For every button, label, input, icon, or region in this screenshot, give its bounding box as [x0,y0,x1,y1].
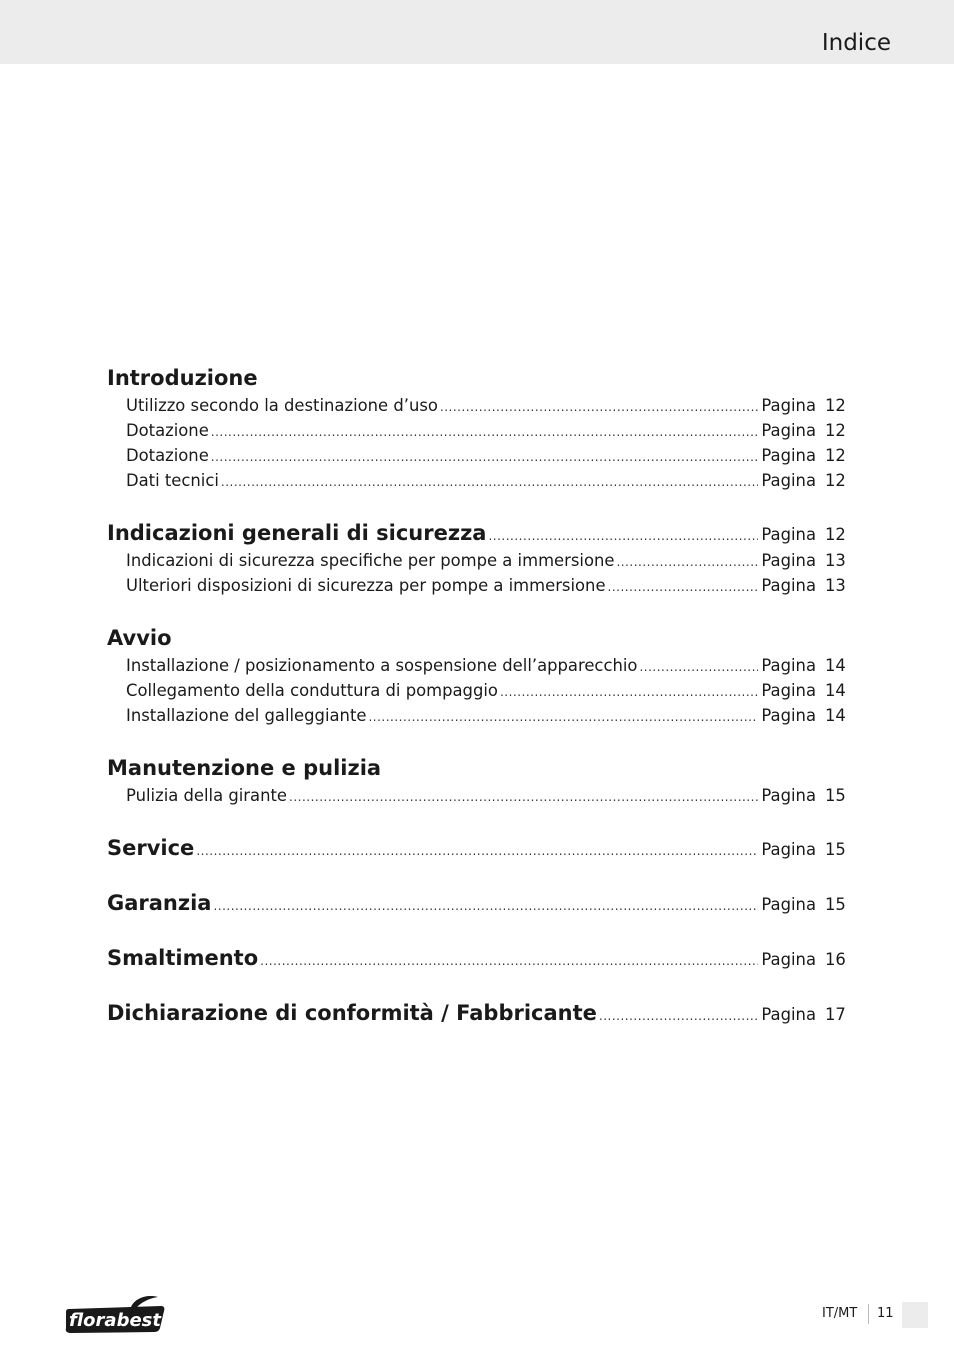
page-number: 13 [825,576,846,595]
toc-entry-label: Installazione del galleggiante [126,706,367,725]
table-of-contents [107,363,844,1053]
toc-entry-label: Pulizia della girante [126,786,287,805]
page-number: 14 [825,706,846,725]
page-number: 12 [825,471,846,490]
page-word: Pagina [761,446,816,465]
page-word: Pagina [761,525,816,544]
page-number: 14 [825,681,846,700]
toc-heading[interactable] [107,888,844,918]
toc-section [107,518,844,598]
page-number: 12 [825,446,846,465]
page-reference [761,890,844,920]
page-word: Pagina [761,396,816,415]
toc-heading-label: Garanzia [107,891,212,915]
toc-entry-label: Dotazione [126,446,209,465]
page-reference [761,835,844,865]
page-word: Pagina [761,551,816,570]
toc-entry-label: Utilizzo secondo la destinazione d’uso [126,396,438,415]
page-reference [761,520,844,550]
page-word: Pagina [761,895,816,914]
page-reference [761,393,844,418]
page-word: Pagina [761,656,816,675]
page-number: 15 [825,786,846,805]
toc-heading-label: Indicazioni generali di sicurezza [107,521,487,545]
dot-leader [211,445,759,470]
toc-entry-label: Installazione / posizionamento a sospensione dell’apparecchio [126,656,638,675]
toc-heading[interactable] [107,363,844,393]
footer-page-number: 11 [877,1306,894,1321]
page-word: Pagina [761,681,816,700]
toc-heading[interactable] [107,623,844,653]
page-number: 12 [825,525,846,544]
dot-leader [260,946,758,976]
dot-leader [196,836,758,866]
page-reference [761,548,844,573]
dot-leader [213,891,758,921]
dot-leader [368,705,758,730]
dot-leader [639,655,758,680]
page-reference [761,468,844,493]
toc-section [107,363,844,493]
page-reference [761,678,844,703]
toc-section [107,623,844,728]
toc-entry-label: Collegamento della conduttura di pompaggio [126,681,498,700]
page-title: Indice [821,30,891,56]
page-number: 12 [825,421,846,440]
page-reference [761,573,844,598]
footer-divider [868,1304,869,1324]
toc-entry[interactable] [107,468,844,493]
toc-section [107,998,844,1028]
page-word: Pagina [761,786,816,805]
page-reference [761,418,844,443]
toc-heading[interactable] [107,753,844,783]
page-number: 16 [825,950,846,969]
page-word: Pagina [761,421,816,440]
toc-entry-label: Ulteriori disposizioni di sicurezza per pompe a immersione [126,576,606,595]
toc-entry-label: Dati tecnici [126,471,219,490]
toc-entry[interactable] [107,703,844,728]
header-band [0,0,954,64]
page-reference [761,703,844,728]
page-word: Pagina [761,576,816,595]
toc-section [107,753,844,808]
dot-leader [488,521,758,551]
toc-entry[interactable] [107,678,844,703]
footer-tab-marker [902,1302,928,1328]
dot-leader [599,1001,759,1031]
page-word: Pagina [761,471,816,490]
toc-heading[interactable] [107,943,844,973]
logo-text: florabest [69,1310,161,1331]
toc-heading-label: Avvio [107,626,172,650]
footer-language: IT/MT [822,1306,858,1321]
dot-leader [608,575,759,600]
toc-heading[interactable] [107,998,844,1028]
toc-heading[interactable] [107,833,844,863]
page-number: 14 [825,656,846,675]
toc-entry[interactable] [107,573,844,598]
toc-heading-label: Manutenzione e pulizia [107,756,382,780]
toc-section [107,888,844,918]
toc-heading-label: Dichiarazione di conformità / Fabbricante [107,1001,597,1025]
page-word: Pagina [761,950,816,969]
page-reference [761,443,844,468]
toc-heading-label: Introduzione [107,366,258,390]
toc-section [107,943,844,973]
page-number: 12 [825,396,846,415]
florabest-logo [65,1295,165,1335]
toc-entry[interactable] [107,548,844,573]
page-number: 15 [825,895,846,914]
dot-leader [289,785,758,810]
toc-heading[interactable] [107,518,844,548]
dot-leader [211,420,759,445]
toc-entry-label: Dotazione [126,421,209,440]
dot-leader [500,680,758,705]
page-reference [761,945,844,975]
dot-leader [221,470,759,495]
toc-entry[interactable] [107,443,844,468]
page-word: Pagina [761,1005,816,1024]
toc-heading-label: Service [107,836,195,860]
toc-entry[interactable] [107,783,844,808]
toc-heading-label: Smaltimento [107,946,259,970]
page-number: 15 [825,840,846,859]
toc-entry[interactable] [107,653,844,678]
page-number: 17 [825,1005,846,1024]
dot-leader [616,550,758,575]
toc-entry[interactable] [107,393,844,418]
page-number: 13 [825,551,846,570]
page-reference [761,1000,844,1030]
dot-leader [440,395,758,420]
page-reference [761,653,844,678]
toc-section [107,833,844,863]
page-word: Pagina [761,840,816,859]
toc-entry[interactable] [107,418,844,443]
toc-entry-label: Indicazioni di sicurezza specifiche per pompe a immersione [126,551,615,570]
page-word: Pagina [761,706,816,725]
page-reference [761,783,844,808]
